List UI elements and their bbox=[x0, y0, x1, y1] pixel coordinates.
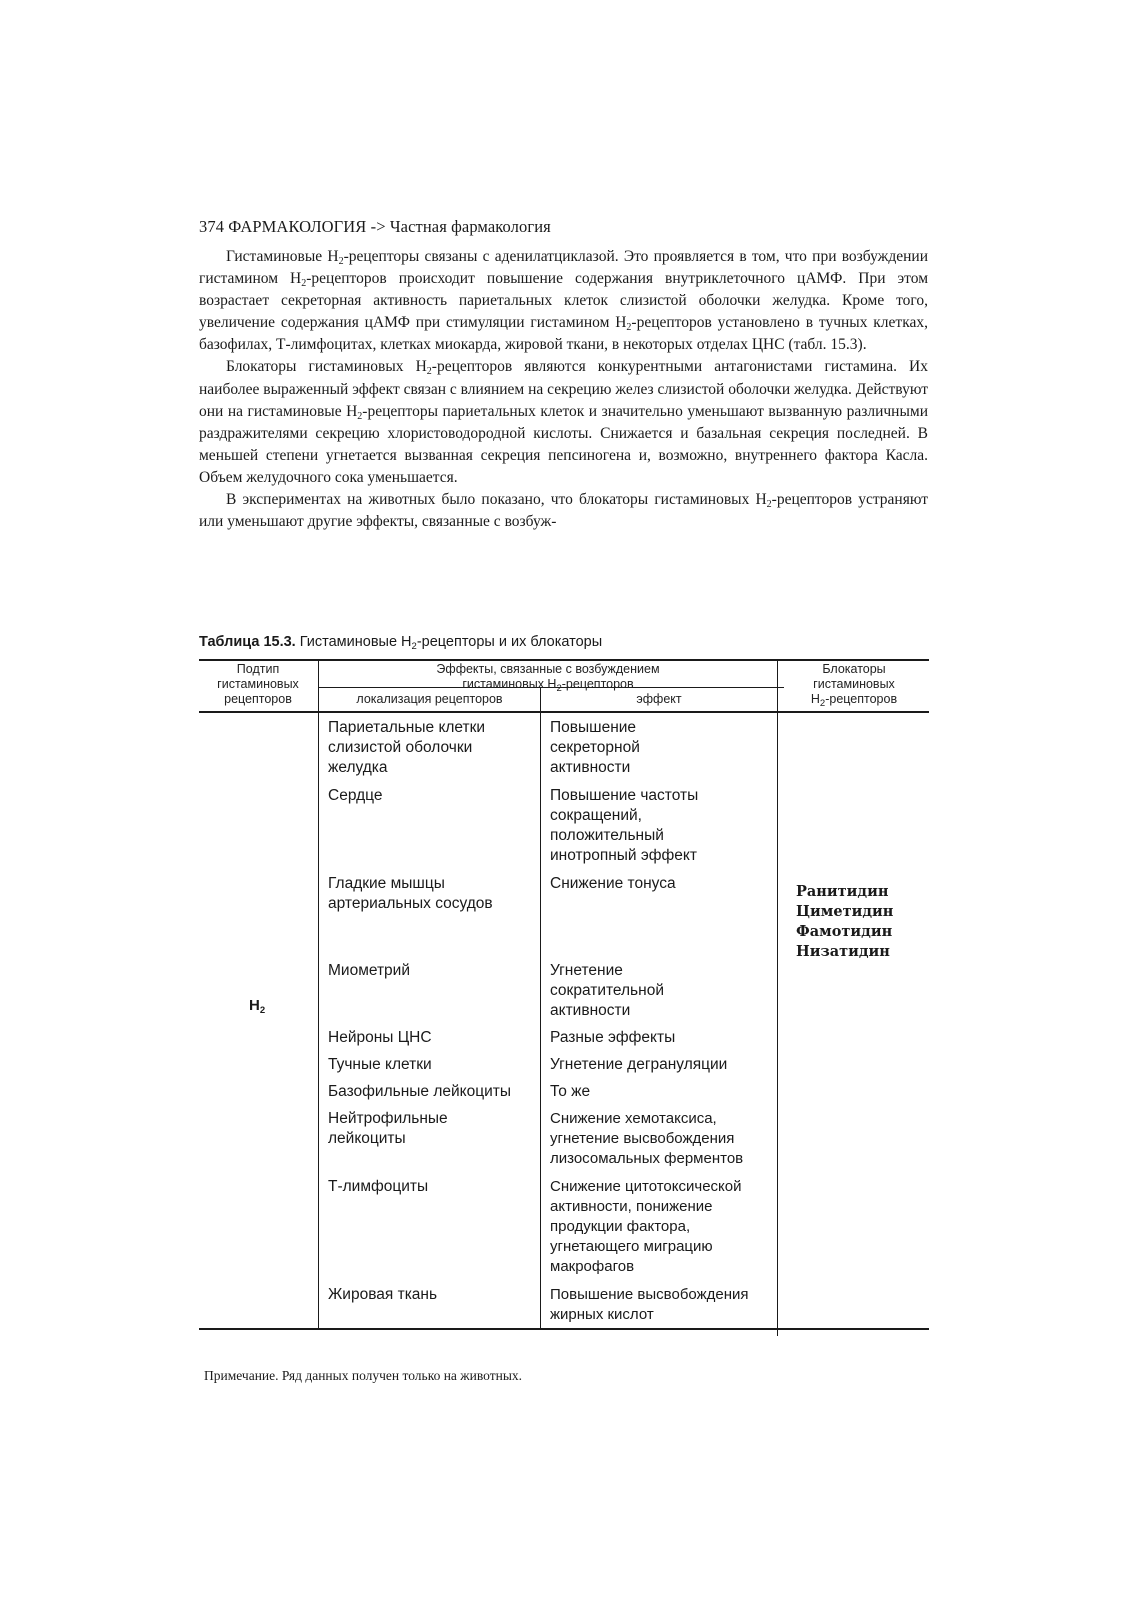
running-head: 374 ФАРМАКОЛОГИЯ -> Частная фармакология bbox=[199, 217, 551, 236]
effect-cell: Угнетение дегрануляции bbox=[550, 1056, 728, 1073]
subscript: 2 bbox=[426, 366, 432, 378]
table-number: Таблица 15.3. bbox=[199, 634, 296, 650]
effect-cell: То же bbox=[550, 1083, 591, 1100]
body-text bbox=[199, 246, 928, 533]
table-footnote: Примечание. Ряд данных получен только на животных. bbox=[204, 1368, 523, 1383]
subscript: 2 bbox=[301, 278, 307, 290]
receptor-subtype bbox=[249, 997, 265, 1014]
localization-cell: Нейтрофильные лейкоциты bbox=[328, 1110, 448, 1147]
column-divider-2 bbox=[540, 687, 541, 1329]
header-effects-line-1: Эффекты, связанные с возбуждением bbox=[436, 662, 660, 676]
header-subtype: Подтип гистаминовых рецепторов bbox=[217, 662, 299, 706]
text-span: -рецепторов bbox=[825, 692, 898, 706]
text-span: -рецепторов происходит повышение содержания внутриклеточного цАМФ. При этом возрастает секреторная активность париетальных клеток слизистой оболочки желудка. Кроме того, увеличение содержания цАМФ при стимуляции гистамином Н bbox=[199, 270, 929, 332]
localization-cell: Базофильные лейкоциты bbox=[328, 1083, 512, 1100]
localization-cell: Тучные клетки bbox=[328, 1056, 432, 1073]
blocker-drug: Циметидин bbox=[796, 903, 894, 920]
table-bottom-rule bbox=[199, 1328, 929, 1330]
localization-cell: Нейроны ЦНС bbox=[328, 1029, 432, 1046]
paragraph-1 bbox=[199, 246, 928, 356]
text-span: -рецепторы париетальных клеток и значительно уменьшают вызванную различными раздражителями секрецию хлористоводородной кислоты. Снижается и базальная секреция последней. В меньшей степени угнетается вызванная секреция пепсиногена и, возможно, внутреннего фактора Касла. Объем желудочного сока уменьшается. bbox=[199, 402, 928, 486]
localization-cell: Жировая ткань bbox=[328, 1286, 438, 1303]
text-span: гистаминовых Н bbox=[462, 677, 557, 691]
blocker-drug: Ранитидин bbox=[796, 883, 889, 900]
text-span: Гистаминовые Н bbox=[299, 634, 412, 650]
effect-cell: Снижение хемотаксиса, угнетение высвобождения лизосомальных ферментов bbox=[550, 1110, 744, 1167]
subscript: 2 bbox=[259, 1005, 266, 1016]
effect-cell: Повышение секреторной активности bbox=[550, 719, 640, 776]
header-effect: эффект bbox=[636, 692, 682, 706]
subscript: 2 bbox=[338, 256, 344, 267]
effect-cell: Угнетение сократительной активности bbox=[550, 962, 664, 1019]
header-effects-line-2 bbox=[319, 677, 777, 692]
text-span: В экспериментах на животных было показано, что блокаторы гистаминовых Н bbox=[226, 491, 767, 509]
localization-cell: Париетальные клетки слизистой оболочки желудка bbox=[328, 719, 486, 776]
localization-cell: Сердце bbox=[328, 787, 383, 804]
subscript: 2 bbox=[766, 499, 772, 511]
header-blockers-line-2 bbox=[779, 692, 929, 707]
text-span: -рецепторов являются конкурентными антагонистами гистамина. Их наиболее выраженный эффект связан с влиянием на секрецию желез слизистой оболочки желудка. Действуют они на гистаминовые Н bbox=[199, 358, 929, 420]
text-span: -рецепторов устраняют или уменьшают другие эффекты, связанные с возбуж- bbox=[199, 491, 928, 531]
text-span: Н bbox=[810, 692, 820, 706]
text-span: -рецепторы связаны с аденилатциклазой. Это проявляется в том, что при возбуждении гистамином Н bbox=[199, 248, 928, 288]
paragraph-2 bbox=[199, 356, 928, 489]
subscript: 2 bbox=[556, 683, 562, 694]
effect-cell: Повышение высвобождения жирных кислот bbox=[550, 1286, 749, 1323]
text-span: Блокаторы гистаминовых Н bbox=[226, 358, 427, 376]
paragraph-3 bbox=[199, 489, 928, 533]
header-effects bbox=[319, 650, 777, 692]
localization-cell: Гладкие мышцы артериальных сосудов bbox=[328, 875, 493, 912]
header-blockers-line-1: Блокаторы гистаминовых bbox=[813, 662, 895, 691]
blocker-drug: Низатидин bbox=[796, 943, 890, 960]
header-bottom-rule bbox=[199, 711, 929, 713]
blockers-list bbox=[796, 882, 893, 962]
effect-cell: Снижение цитотоксической активности, понижение продукции фактора, угнетающего миграцию макрофагов bbox=[550, 1178, 742, 1275]
text-span: -рецепторы и их блокаторы bbox=[416, 634, 603, 650]
effect-cell: Повышение частоты сокращений, положительный инотропный эффект bbox=[550, 787, 699, 864]
subscript: 2 bbox=[819, 698, 826, 709]
localization-cell: Миометрий bbox=[328, 962, 410, 979]
text-span: -рецепторов установлено в тучных клетках, базофилах, Т-лимфоцитах, клетках миокарда, жировой ткани, в некоторых отделах ЦНС (табл. 15.3). bbox=[199, 314, 928, 354]
header-blockers bbox=[779, 650, 929, 707]
effect-cell: Снижение тонуса bbox=[550, 875, 676, 892]
subscript: 2 bbox=[411, 641, 417, 652]
blocker-drug: Фамотидин bbox=[796, 923, 893, 940]
localization-cell: Т-лимфоциты bbox=[328, 1178, 429, 1195]
receptor-table bbox=[199, 659, 929, 1359]
column-divider-1 bbox=[318, 659, 319, 1329]
table-caption bbox=[199, 634, 939, 650]
text-span: Гистаминовые Н bbox=[226, 248, 339, 265]
header-localization: локализация рецепторов bbox=[356, 692, 503, 706]
subscript: 2 bbox=[357, 410, 363, 422]
effect-cell: Разные эффекты bbox=[550, 1029, 676, 1046]
column-divider-3 bbox=[777, 659, 778, 1336]
text-span: -рецепторов bbox=[561, 677, 634, 691]
text-span: Н bbox=[249, 997, 260, 1014]
subscript: 2 bbox=[626, 322, 632, 334]
